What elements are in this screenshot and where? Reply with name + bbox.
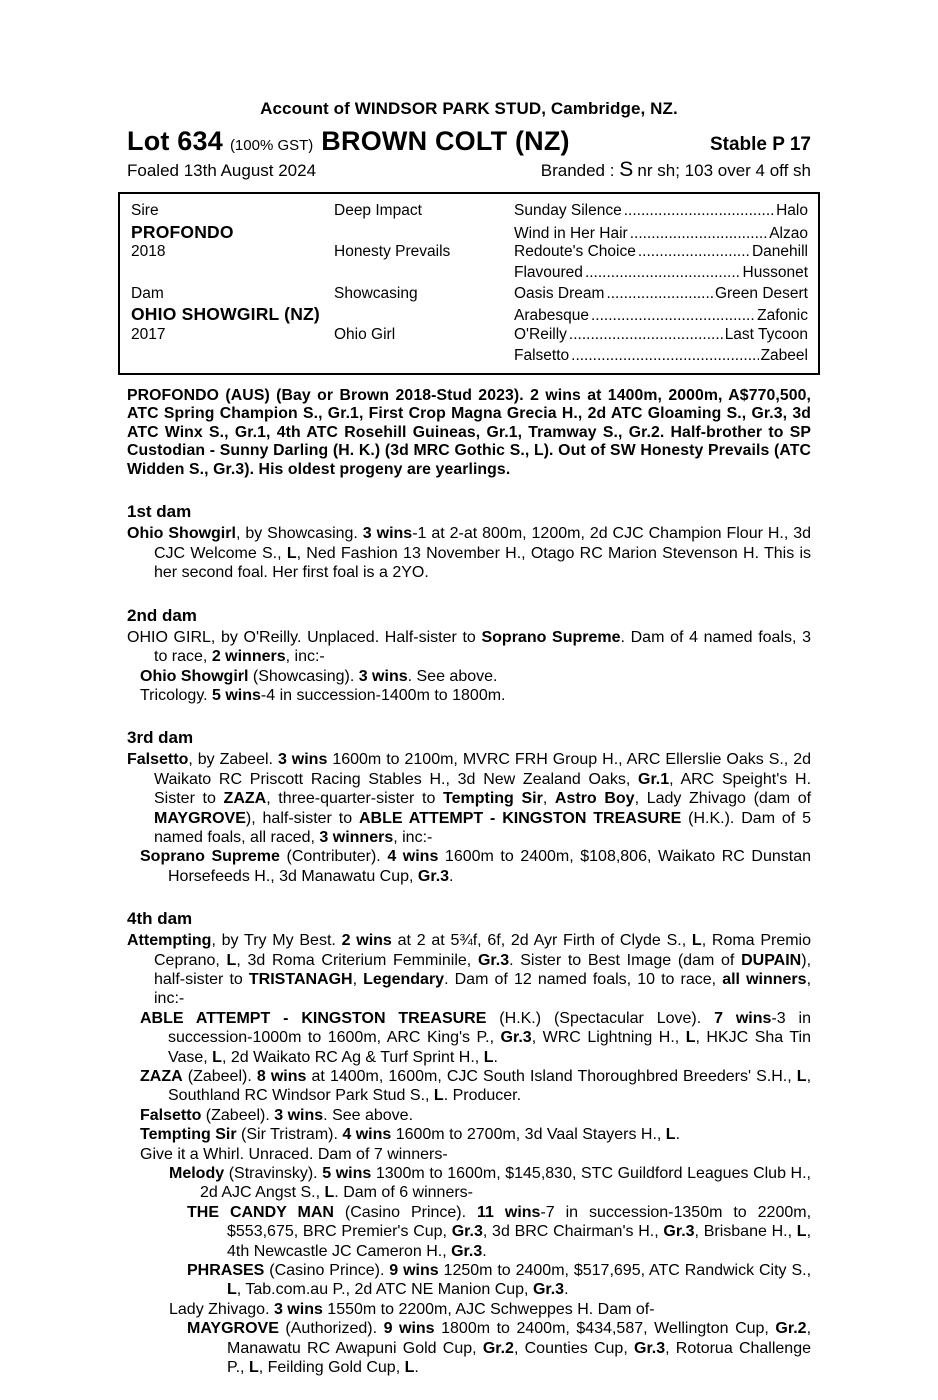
- pedigree-paragraph: ABLE ATTEMPT - KINGSTON TREASURE (H.K.) (Spectacular Love). 7 wins-3 in succession-1000m to 1600m, ARC King's P., Gr.3, WRC Lightning H., L, HKJC Sha Tin Vase, L, 2d Waikato RC Ag & Turf Sprint H., L.: [140, 1009, 811, 1066]
- pedigree-paragraph: Ohio Showgirl, by Showcasing. 3 wins-1 at 2-at 800m, 1200m, 2d CJC Champion Flour H., 3d CJC Welcome S., L, Ned Fashion 13 November H., Otago RC Marion Stevenson H. This is her second foal. Her first foal is a 2YO.: [127, 525, 812, 582]
- pedigree-row: [131, 263, 808, 284]
- sire-year: 2018: [131, 243, 166, 261]
- pedigree-paragraph: ZAZA (Zabeel). 8 wins at 1400m, 1600m, CJC South Island Thoroughbred Breeders' S.H., L, Southland RC Windsor Park Stud S., L. Producer.: [140, 1068, 812, 1105]
- pedigree-gp-row: [514, 284, 808, 305]
- gst-note: (100% GST): [229, 137, 314, 154]
- pedigree-paragraph: THE CANDY MAN (Casino Prince). 11 wins-7 in succession-1350m to 2200m, $553,675, BRC Premier's Cup, Gr.3, 3d BRC Chairman's H., Gr.3, Brisbane H., L, 4th Newcastle JC Cameron H., Gr.3.: [187, 1203, 812, 1260]
- dam-year: 2017: [131, 326, 166, 344]
- pedigree-paragraph: MAYGROVE (Authorized). 9 wins 1800m to 2400m, $434,587, Wellington Cup, Gr.2, Manawatu RC Awapuni Gold Cup, Gr.2, Counties Cup, Gr.3, Rotorua Challenge P., L, Feilding Gold Cup, L.: [187, 1320, 812, 1377]
- branded-prefix: Branded :: [540, 161, 620, 180]
- pedigree-row: [131, 284, 808, 305]
- foaled-line: [127, 159, 811, 181]
- dam-parent-1: Showcasing: [334, 284, 418, 302]
- pedigree-row: [131, 304, 808, 325]
- dam-role-label: Dam: [131, 284, 164, 302]
- ancestor-sire: Halo: [776, 202, 808, 219]
- ancestor-name: Arabesque: [514, 307, 589, 325]
- horse-title: BROWN COLT (NZ): [321, 126, 570, 156]
- ancestor-name: Flavoured: [514, 264, 583, 282]
- pedigree-gp-row: [514, 224, 808, 245]
- pedigree-row: [131, 222, 808, 243]
- sire-parent-1: Deep Impact: [334, 202, 422, 219]
- stallion-race-record: PROFONDO (AUS) (Bay or Brown 2018-Stud 2023). 2 wins at 1400m, 2000m, A$770,500, ATC Spring Champion S., Gr.1, First Crop Magna Grecia H., 2d ATC Gloaming S., Gr.3, 3d ATC Winx S., Gr.1, 4th ATC Rosehill Guineas, Gr.1, Tramway S., Gr.2. Half-brother to SP Custodian - Sunny Darling (H. K.) (3d MRC Gothic S., L). Out of SW Honesty Prevails (ATC Widden S., Gr.3). His oldest progeny are yearlings.: [127, 386, 811, 478]
- pedigree-gp-row: [514, 306, 808, 327]
- stable-number: Stable P 17: [709, 134, 811, 155]
- ancestor-name: Falsetto: [514, 346, 570, 364]
- lot-number: Lot 634: [127, 126, 223, 156]
- lot-line: [127, 126, 811, 157]
- sire-role-label: Sire: [131, 202, 159, 219]
- pedigree-gp-row: [514, 201, 808, 222]
- branded-suffix: nr sh; 103 over 4 off sh: [632, 161, 811, 180]
- pedigree-gp-row: [514, 242, 808, 263]
- pedigree-paragraph: Tempting Sir (Sir Tristram). 4 wins 1600m to 2700m, 3d Vaal Stayers H., L.: [140, 1126, 681, 1144]
- foaled-date: Foaled 13th August 2024: [127, 161, 317, 180]
- ancestor-sire: Alzao: [769, 224, 808, 242]
- pedigree-gp-row: [514, 263, 808, 284]
- dot-leader: [630, 224, 768, 245]
- section-heading-2nd-dam: 2nd dam: [127, 605, 197, 625]
- pedigree-paragraph: PHRASES (Casino Prince). 9 wins 1250m to 2400m, $517,695, ATC Randwick City S., L, Tab.com.au P., 2d ATC NE Manion Cup, Gr.3.: [187, 1262, 812, 1299]
- dam-name: OHIO SHOWGIRL (NZ): [131, 304, 320, 325]
- sire-parent-2: Honesty Prevails: [334, 243, 451, 261]
- dot-leader: [571, 346, 758, 367]
- ancestor-sire: Zafonic: [757, 307, 808, 325]
- dot-leader: [585, 263, 741, 284]
- ancestor-sire: Danehill: [751, 243, 808, 261]
- pedigree-paragraph: Ohio Showgirl (Showcasing). 3 wins. See above.: [140, 667, 498, 685]
- dot-leader: [591, 306, 755, 327]
- pedigree-row: [131, 346, 808, 367]
- branded-info: [541, 159, 811, 181]
- pedigree-paragraph: Tricology. 5 wins-4 in succession-1400m to 1800m.: [140, 686, 506, 704]
- ancestor-sire: Zabeel: [760, 346, 808, 364]
- dot-leader: [638, 242, 750, 263]
- pedigree-gp-row: [514, 346, 808, 367]
- pedigree-paragraph: Soprano Supreme (Contributer). 4 wins 1600m to 2400m, $108,806, Waikato RC Dunstan Horsefeeds H., 3d Manawatu Cup, Gr.3.: [140, 848, 812, 885]
- ancestor-sire: Last Tycoon: [724, 326, 808, 344]
- brand-mark: S: [619, 158, 633, 181]
- dot-leader: [606, 284, 713, 305]
- pedigree-paragraph: Give it a Whirl. Unraced. Dam of 7 winners-: [140, 1145, 448, 1163]
- section-heading-3rd-dam: 3rd dam: [127, 728, 194, 748]
- ancestor-sire: Hussonet: [742, 264, 808, 282]
- pedigree-row: [131, 201, 808, 222]
- section-heading-4th-dam: 4th dam: [127, 909, 193, 929]
- pedigree-gp-row: [514, 325, 808, 346]
- dot-leader: [624, 201, 774, 222]
- pedigree-paragraph: Lady Zhivago. 3 wins 1550m to 2200m, AJC Schweppes H. Dam of-: [169, 1300, 655, 1318]
- pedigree-paragraph: Falsetto (Zabeel). 3 wins. See above.: [140, 1106, 414, 1124]
- ancestor-name: Wind in Her Hair: [514, 224, 628, 242]
- pedigree-table: [118, 192, 820, 375]
- pedigree-paragraph: Attempting, by Try My Best. 2 wins at 2 at 5¾f, 6f, 2d Ayr Firth of Clyde S., L, Roma Premio Ceprano, L, 3d Roma Criterium Femminile, Gr.3. Sister to Best Image (dam of DUPAIN), half-sister to TRISTANAGH, Legendary. Dam of 12 named foals, 10 to race, all winners, inc:-: [127, 932, 812, 1008]
- ancestor-name: Oasis Dream: [514, 284, 605, 302]
- pedigree-row: [131, 325, 808, 346]
- dam-parent-2: Ohio Girl: [334, 326, 396, 344]
- page-content: [127, 99, 811, 1378]
- ancestor-name: O'Reilly: [514, 326, 567, 344]
- account-line: Account of WINDSOR PARK STUD, Cambridge, NZ.: [260, 99, 678, 118]
- ancestor-name: Redoute's Choice: [514, 243, 636, 261]
- section-heading-1st-dam: 1st dam: [127, 502, 192, 522]
- pedigree-row: [131, 242, 808, 263]
- sire-name: PROFONDO: [131, 221, 234, 242]
- ancestor-sire: Green Desert: [714, 284, 808, 302]
- pedigree-paragraph: OHIO GIRL, by O'Reilly. Unplaced. Half-sister to Soprano Supreme. Dam of 4 named foals, 3 to race, 2 winners, inc:-: [127, 628, 812, 666]
- dot-leader: [569, 325, 723, 346]
- pedigree-paragraph: Falsetto, by Zabeel. 3 wins 1600m to 2100m, MVRC FRH Group H., ARC Ellerslie Oaks S., 2d Waikato RC Priscott Racing Stables H., 3d New Zealand Oaks, Gr.1, ARC Speight's H. Sister to ZAZA, three-quarter-sister to Tempting Sir, Astro Boy, Lady Zhivago (dam of MAYGROVE), half-sister to ABLE ATTEMPT - KINGSTON TREASURE (H.K.). Dam of 5 named foals, all raced, 3 winners, inc:-: [127, 751, 812, 846]
- pedigree-paragraph: Melody (Stravinsky). 5 wins 1300m to 1600m, $145,830, STC Guildford Leagues Club H., 2d AJC Angst S., L. Dam of 6 winners-: [169, 1165, 811, 1202]
- ancestor-name: Sunday Silence: [514, 202, 622, 219]
